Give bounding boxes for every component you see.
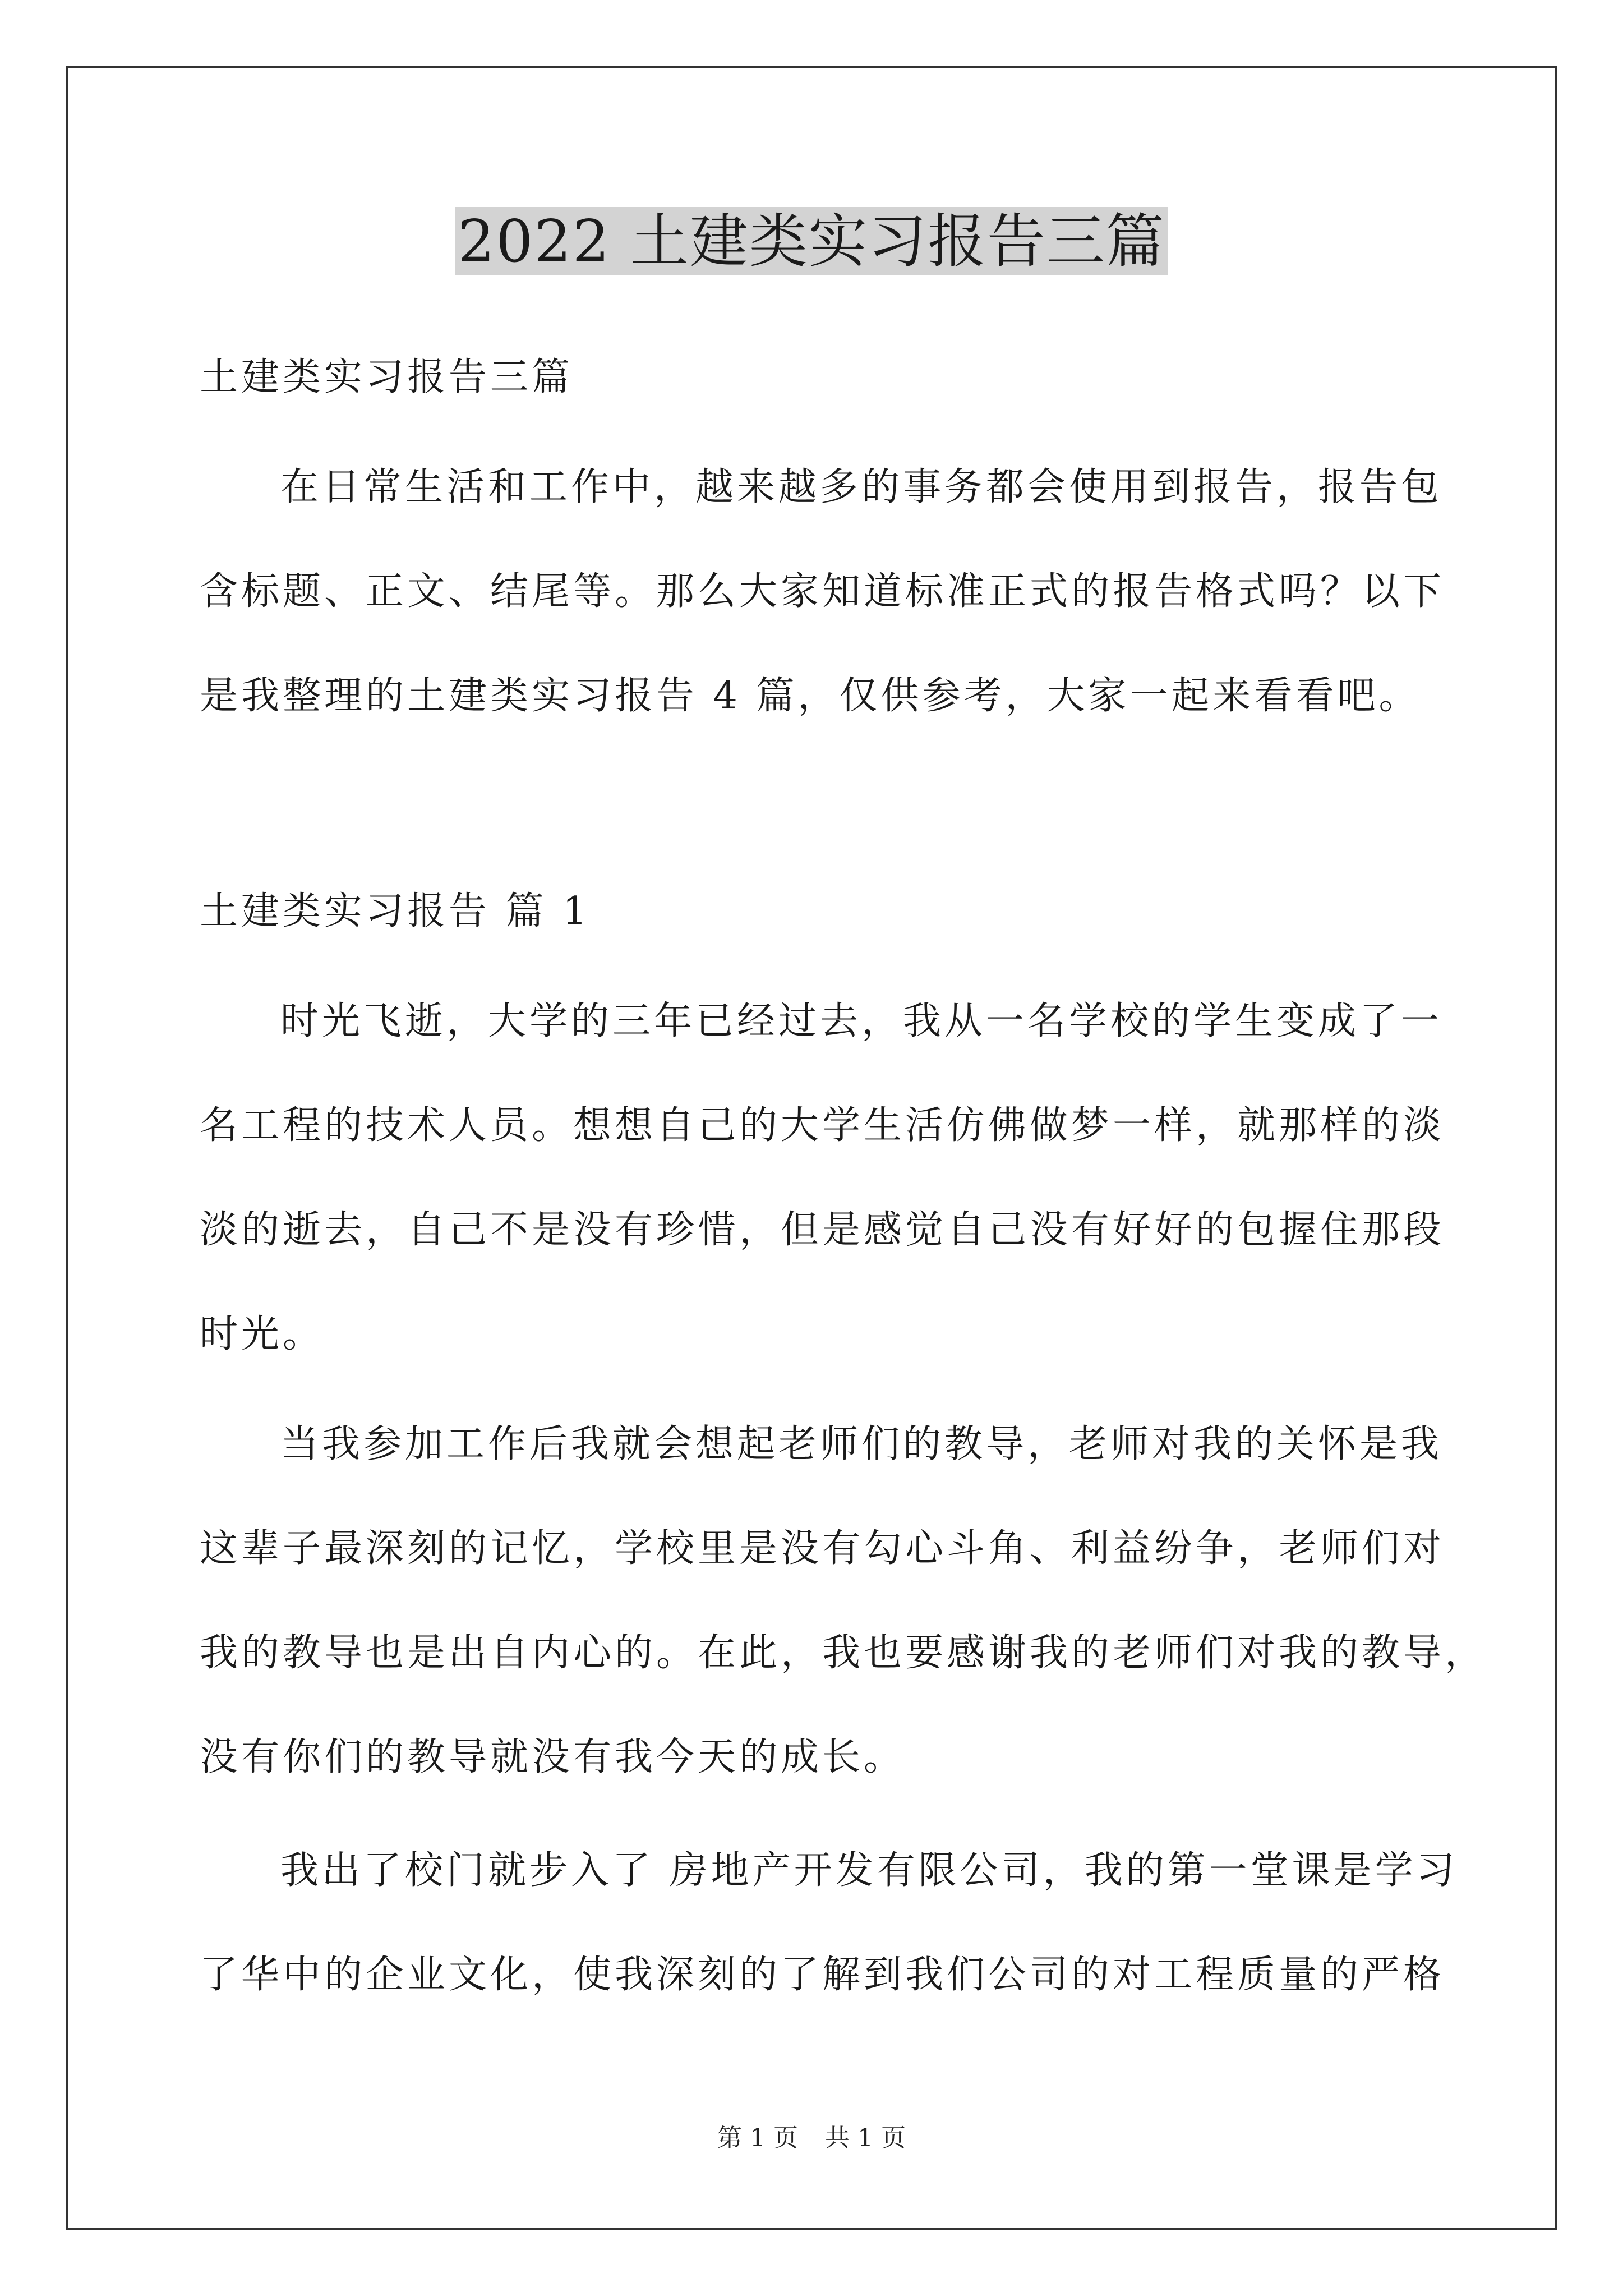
paragraph-line: 淡的逝去，自己不是没有珍惜，但是感觉自己没有好好的包握住那段 bbox=[200, 1208, 1445, 1252]
section-heading: 土建类实习报告 篇 1 bbox=[200, 889, 591, 933]
paragraph-line: 我出了校门就步入了 房地产开发有限公司，我的第一堂课是学习 bbox=[280, 1848, 1458, 1893]
paragraph-line: 没有你们的教导就没有我今天的成长。 bbox=[200, 1735, 906, 1779]
intro-line: 含标题、正文、结尾等。那么大家知道标准正式的报告格式吗？以下 bbox=[200, 569, 1445, 614]
document-title bbox=[0, 202, 1623, 280]
paragraph-line: 了华中的企业文化，使我深刻的了解到我们公司的对工程质量的严格 bbox=[200, 1953, 1445, 1997]
paragraph-line: 时光。 bbox=[200, 1312, 325, 1356]
page-number: 第 1 页 bbox=[717, 2124, 798, 2152]
intro-line: 在日常生活和工作中，越来越多的事务都会使用到报告，报告包 bbox=[280, 465, 1443, 509]
paragraph-line: 这辈子最深刻的记忆，学校里是没有勾心斗角、利益纷争，老师们对 bbox=[200, 1526, 1445, 1571]
paragraph-line: 我的教导也是出自内心的。在此，我也要感谢我的老师们对我的教导， bbox=[200, 1631, 1487, 1675]
page-footer bbox=[0, 2122, 1623, 2155]
paragraph-line: 名工程的技术人员。想想自己的大学生活仿佛做梦一样，就那样的淡 bbox=[200, 1103, 1445, 1148]
document-subtitle: 土建类实习报告三篇 bbox=[200, 355, 574, 399]
document-title-text: 2022 土建类实习报告三篇 bbox=[455, 207, 1168, 275]
intro-line: 是我整理的土建类实习报告 4 篇，仅供参考，大家一起来看看吧。 bbox=[200, 674, 1421, 718]
page-total: 共 1 页 bbox=[825, 2124, 906, 2152]
paragraph-line: 当我参加工作后我就会想起老师们的教导，老师对我的关怀是我 bbox=[280, 1422, 1443, 1466]
paragraph-line: 时光飞逝，大学的三年已经过去，我从一名学校的学生变成了一 bbox=[280, 999, 1443, 1043]
